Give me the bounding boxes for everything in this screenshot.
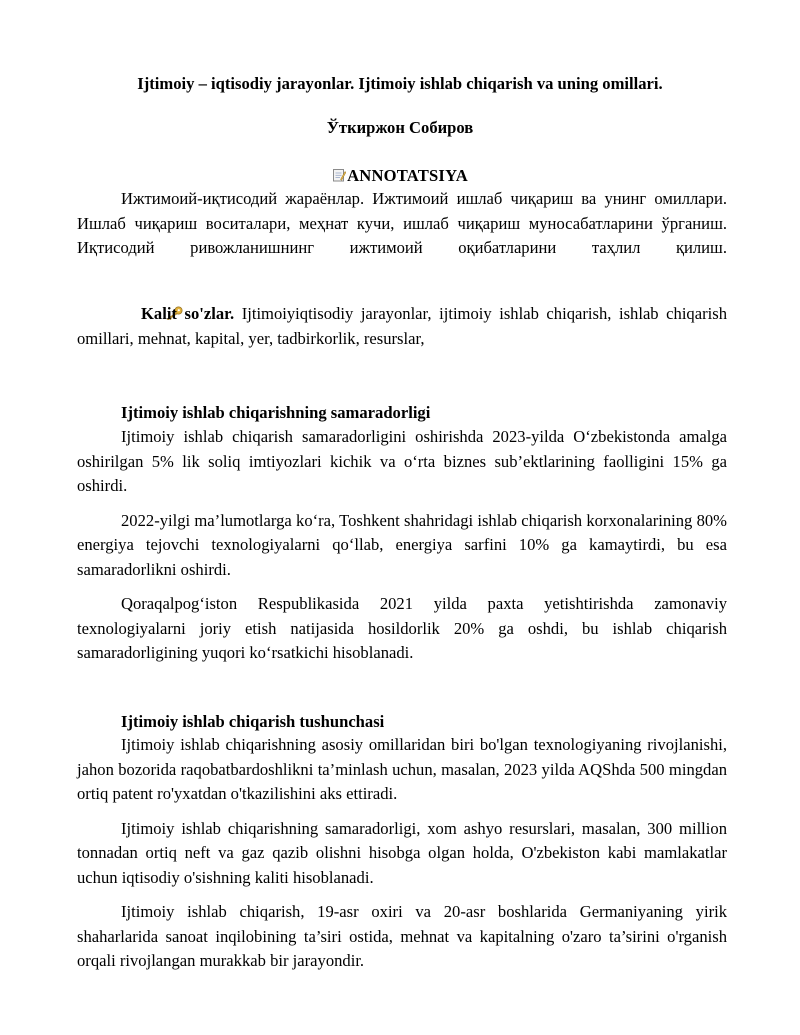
author-name: Ўткиржон Собиров xyxy=(326,118,474,137)
section-efficiency-body xyxy=(77,425,727,666)
key-icon xyxy=(121,303,139,317)
memo-icon xyxy=(332,165,346,179)
annotation-text-block xyxy=(77,187,727,261)
annotation-heading: ANNOTATSIYA xyxy=(347,166,468,185)
paragraph: Ijtimoiy ishlab chiqarishning samaradorligi, xom ashyo resurslari, masalan, 300 million tonnadan ortiq neft va gaz qazib olishni hisobga olgan holda, O'zbekiston kabi mamlakatlar uchun iqtisodiy o'sishning kaliti hisoblanadi. xyxy=(77,818,727,887)
document-title: Ijtimoiy – iqtisodiy jarayonlar. Ijtimoiy ishlab chiqarish va uning omillari. xyxy=(137,74,663,93)
keywords-paragraph xyxy=(77,302,727,351)
annotation-text: Ижтимоий-иқтисодий жараёнлар. Ижтимоий ишлаб чиқариш ва унинг омиллари. Ишлаб чиқариш воситалари, меҳнат кучи, ишлаб чиқариш муносабатларини ўрганиш. Иқтисодий ривожланишнинг ижтимоий оқибатларини таҳлил қилиш. xyxy=(77,189,727,257)
section-heading-efficiency: Ijtimoiy ishlab chiqarishning samaradorligi xyxy=(121,403,431,422)
paragraph: Qoraqalpog‘iston Respublikasida 2021 yilda paxta yetishtirishda zamonaviy texnologiyalarni joriy etish natijasida hosildorlik 20% ga oshdi, bu ishlab chiqarish samaradorligining yuqori ko‘rsatkichi hisoblanadi. xyxy=(77,594,727,662)
paragraph: Ijtimoiy ishlab chiqarish, 19-asr oxiri va 20-asr boshlarida Germaniyaning yirik shaharlarida sanoat inqilobining ta’siri ostida, mehnat va kapitalning o'zaro ta’sirini o'rganish orqali rivojlangan murakkab bir jarayondir. xyxy=(77,902,727,970)
annotation-heading-row xyxy=(0,164,800,189)
keywords-text: Ijtimoiyiqtisodiy jarayonlar, ijtimoiy ishlab chiqarish, ishlab chiqarish omillari, mehnat, kapital, yer, tadbirkorlik, resurslar, xyxy=(77,304,727,348)
paragraph: Ijtimoiy ishlab chiqarish samaradorligini oshirishda 2023-yilda O‘zbekistonda amalga oshirilgan 5% lik soliq imtiyozlari kichik va o‘rta biznes sub’ektlarining faolligini 15% ga oshirdi. xyxy=(77,427,727,495)
keywords-block xyxy=(77,302,727,351)
paragraph: 2022-yilgi ma’lumotlarga ko‘ra, Toshkent shahridagi ishlab chiqarish korxonalarining 80% energiya tejovchi texnologiyalarni qo‘llab, energiya sarfini 10% ga kamaytirdi, bu esa samaradorlikni oshirdi. xyxy=(77,510,727,579)
section-heading-concept: Ijtimoiy ishlab chiqarish tushunchasi xyxy=(121,712,385,731)
keywords-label: Kalit so'zlar. xyxy=(141,304,235,323)
section-concept-body xyxy=(77,733,727,974)
paragraph: Ijtimoiy ishlab chiqarishning asosiy omillaridan biri bo'lgan texnologiyaning rivojlanishi, jahon bozorida raqobatbardoshlikni ta’minlash uchun, masalan, 2023 yilda AQShda 500 mingdan ortiq patent ro'yxatdan o'tkazilishini aks ettiradi. xyxy=(77,735,727,803)
